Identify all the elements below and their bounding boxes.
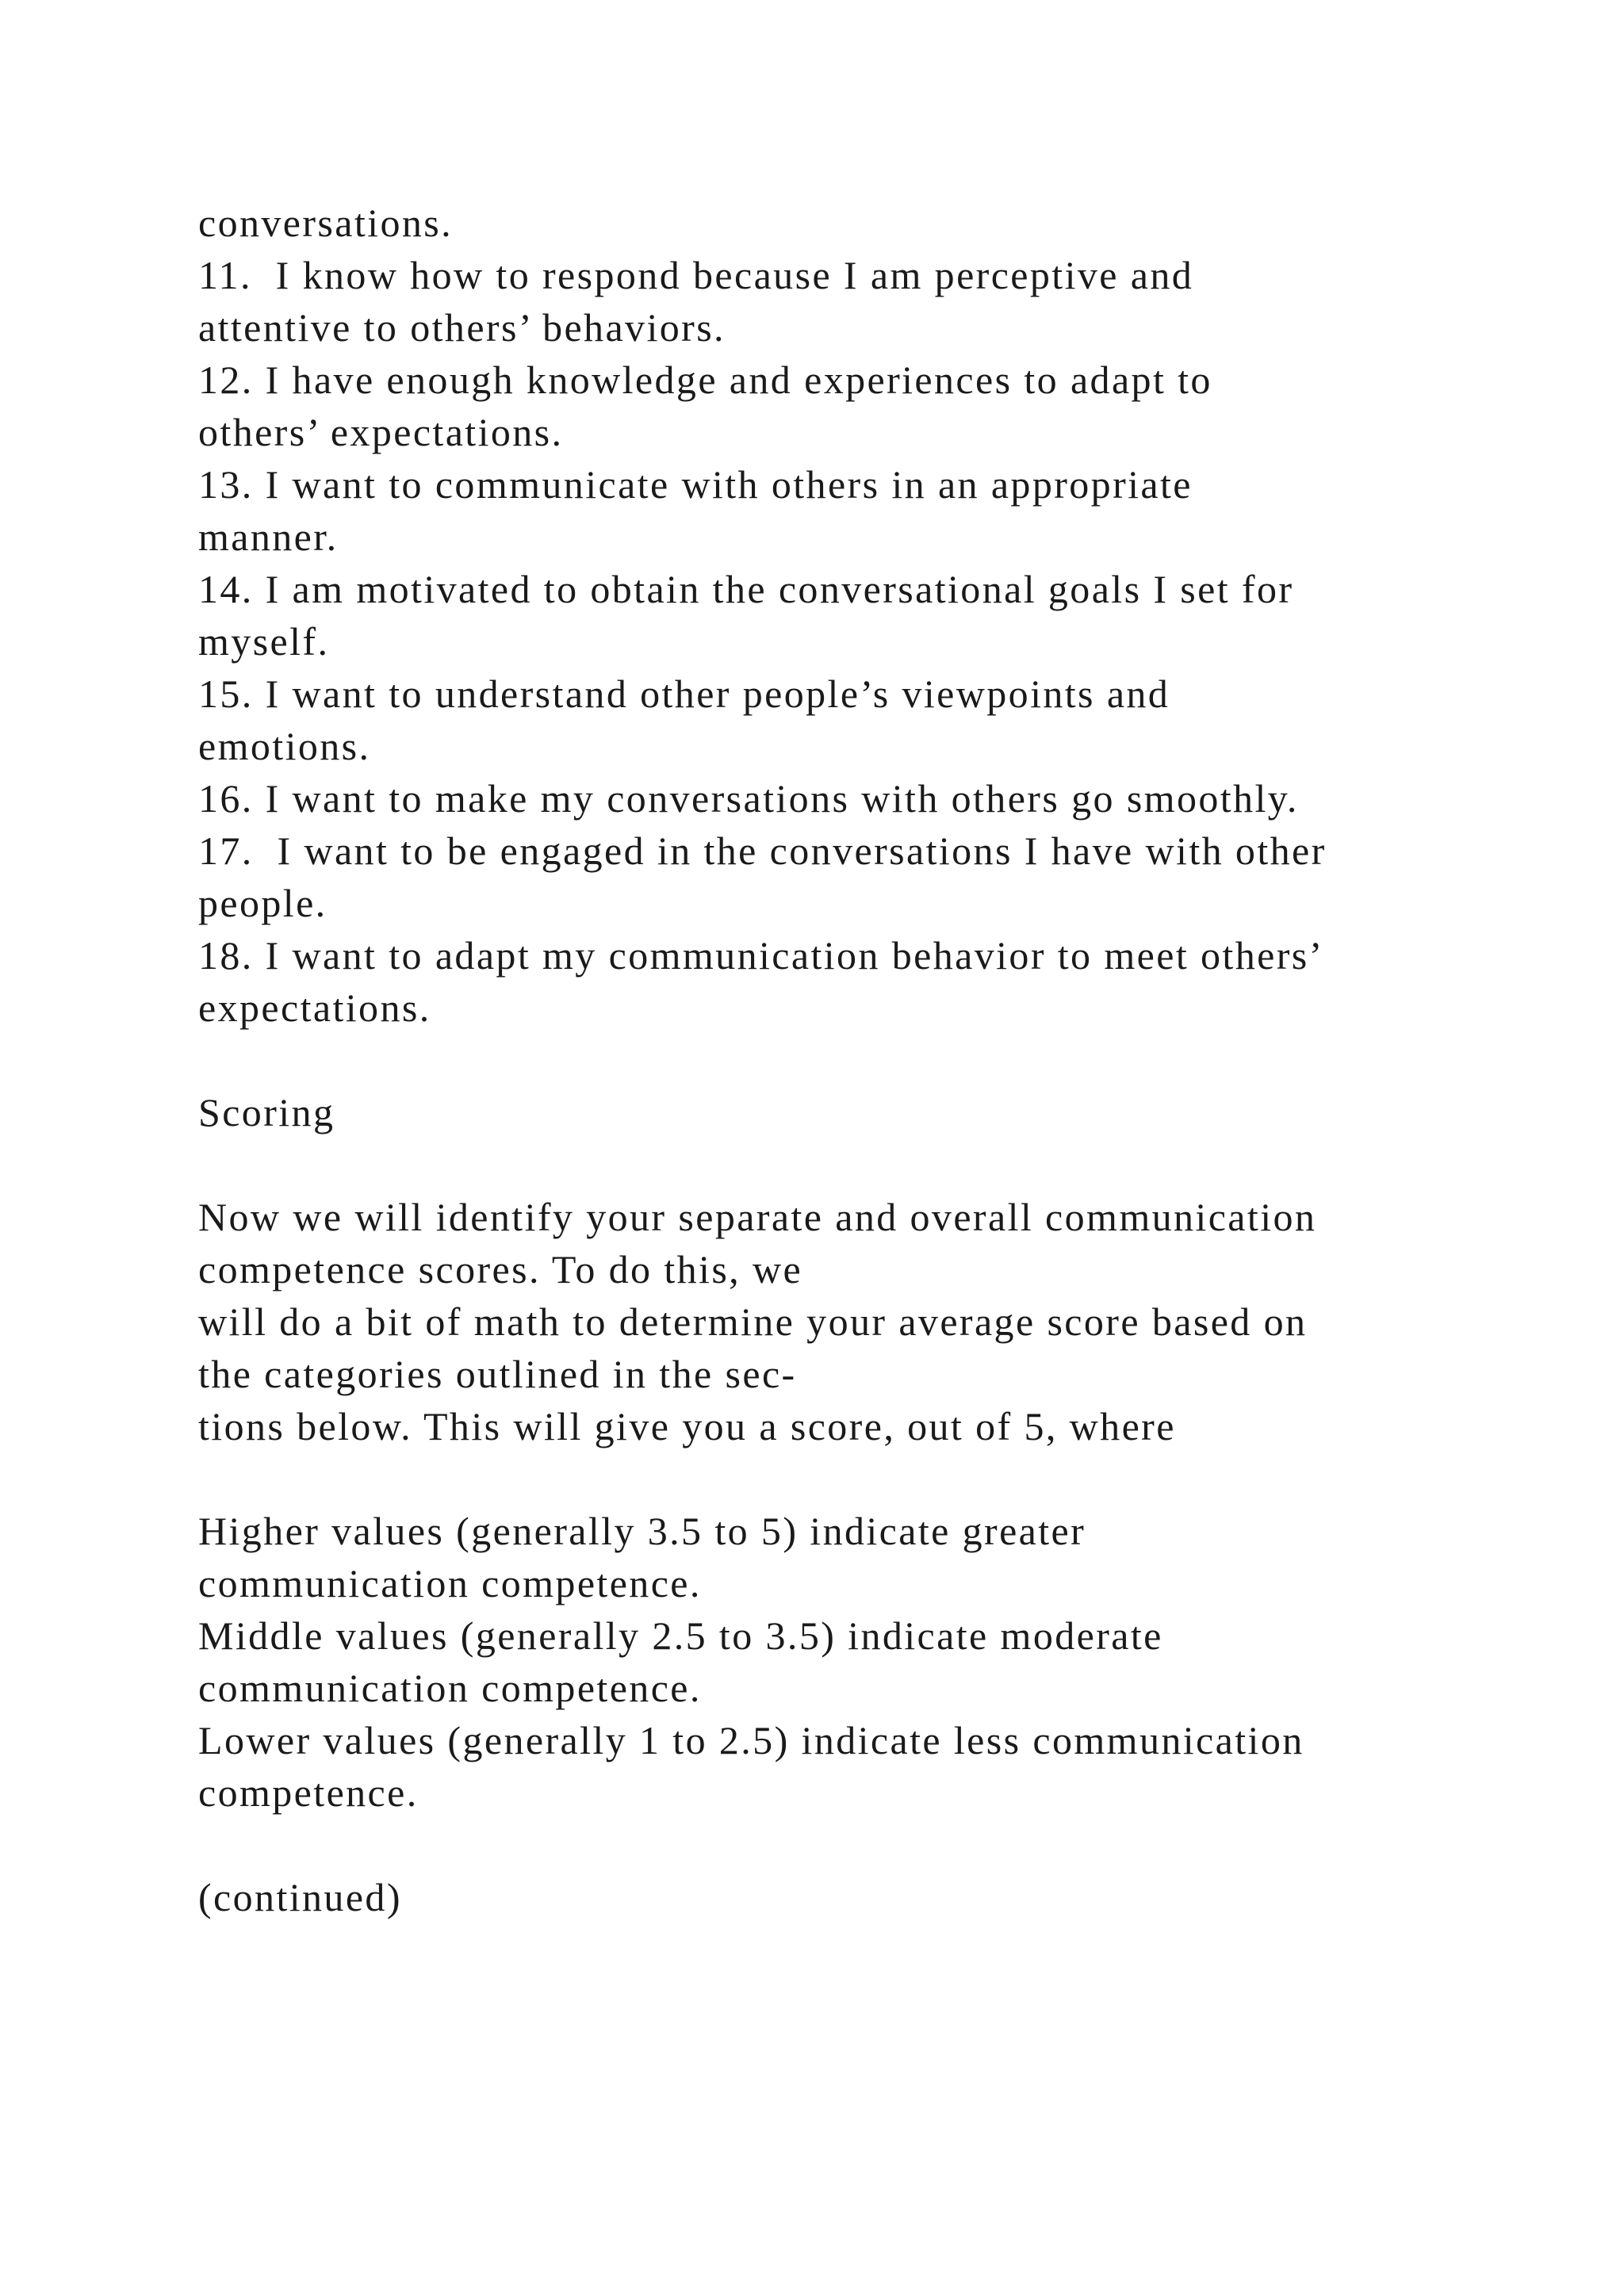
text-line: manner. [198,515,339,559]
blank-line [198,1819,1546,1871]
text-line: people. [198,881,327,925]
text-line: communication competence. [198,1666,702,1710]
text-line: attentive to others’ behaviors. [198,305,726,350]
paragraph-line: tions below. This will give you a score, out of 5, where [198,1404,1176,1448]
text-line: myself. [198,619,330,664]
item-18: 18. I want to adapt my communication behavior to meet others’ [198,933,1324,978]
text-line: communication competence. [198,1561,702,1605]
item-11: 11. I know how to respond because I am perceptive and [198,253,1194,297]
item-17: 17. I want to be engaged in the conversations I have with other [198,828,1327,873]
document-page [198,197,1546,1923]
paragraph-line: the categories outlined in the sec- [198,1352,797,1396]
paragraph-line: Now we will identify your separate and overall communication [198,1195,1317,1239]
paragraph-line: will do a bit of math to determine your average score based on [198,1299,1308,1344]
item-15: 15. I want to understand other people’s viewpoints and [198,672,1170,716]
continued-note: (continued) [198,1875,402,1919]
item-13: 13. I want to communicate with others in an appropriate [198,462,1193,507]
score-range-higher: Higher values (generally 3.5 to 5) indicate greater [198,1509,1086,1553]
item-12: 12. I have enough knowledge and experiences to adapt to [198,358,1212,402]
text-line: competence. [198,1770,419,1815]
score-range-middle: Middle values (generally 2.5 to 3.5) indicate moderate [198,1613,1163,1658]
blank-line [198,1034,1546,1086]
text-line: conversations. [198,201,454,245]
blank-line [198,1138,1546,1191]
blank-line [198,1452,1546,1505]
text-line: emotions. [198,724,371,768]
section-heading-scoring: Scoring [198,1090,335,1135]
paragraph-line: competence scores. To do this, we [198,1247,803,1292]
text-line: others’ expectations. [198,410,564,454]
score-range-lower: Lower values (generally 1 to 2.5) indicate less communication [198,1718,1304,1762]
text-line: expectations. [198,985,431,1030]
item-16: 16. I want to make my conversations with others go smoothly. [198,776,1299,821]
item-14: 14. I am motivated to obtain the conversational goals I set for [198,567,1294,611]
